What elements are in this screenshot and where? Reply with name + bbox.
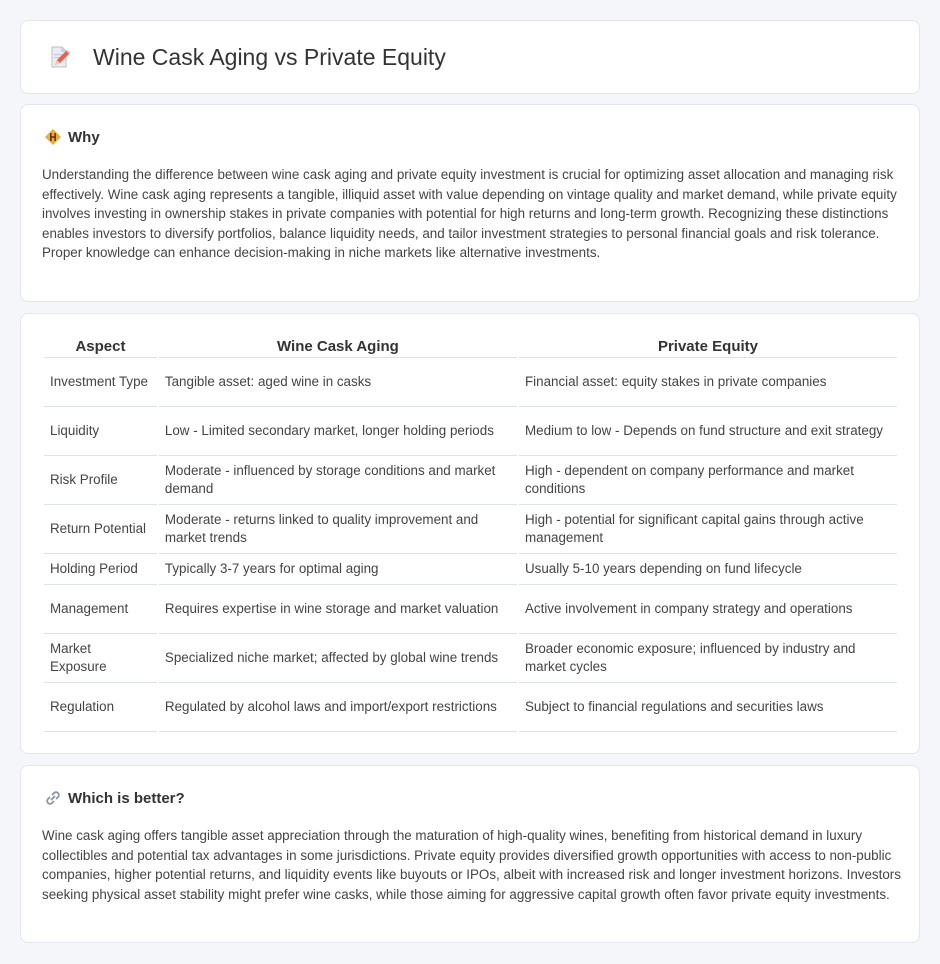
equity-cell: High - potential for significant capital gains through active management [519, 505, 897, 554]
wine-cell: Tangible asset: aged wine in casks [159, 358, 517, 407]
better-heading [44, 789, 185, 807]
wine-cell: Specialized niche market; affected by global wine trends [159, 634, 517, 683]
comparison-table [42, 332, 899, 732]
aspect-cell: Management [44, 585, 157, 634]
warning-diamond-icon [44, 128, 62, 146]
equity-cell: Broader economic exposure; influenced by industry and market cycles [519, 634, 897, 683]
wine-cell: Moderate - returns linked to quality improvement and market trends [159, 505, 517, 554]
equity-cell: Financial asset: equity stakes in private companies [519, 358, 897, 407]
aspect-cell: Holding Period [44, 554, 157, 585]
table-row [44, 407, 897, 456]
aspect-cell: Market Exposure [44, 634, 157, 683]
wine-cell: Requires expertise in wine storage and market valuation [159, 585, 517, 634]
wine-cell: Regulated by alcohol laws and import/export restrictions [159, 683, 517, 732]
better-title: Which is better? [68, 789, 185, 807]
table-row [44, 505, 897, 554]
header-wine-cask-aging: Wine Cask Aging [159, 332, 517, 358]
why-paragraph: Understanding the difference between wine cask aging and private equity investment is crucial for optimizing asset allocation and managing risk effectively. Wine cask aging represents a tangible, illiquid asset with value depending on vintage quality and market demand, while private equity involves investing in ownership stakes in private companies with potential for high returns and long-term growth. Recognizing these distinctions enables investors to diversify portfolios, balance liquidity needs, and tailor investment strategies to personal financial goals and risk tolerance. Proper knowledge can enhance decision-making in niche markets like alternative investments. [42, 167, 897, 260]
why-section [20, 104, 920, 302]
table-row [44, 585, 897, 634]
table-row [44, 634, 897, 683]
table-row [44, 683, 897, 732]
header-private-equity: Private Equity [519, 332, 897, 358]
comparison-section [20, 313, 920, 754]
why-title: Why [68, 128, 100, 146]
header-card [20, 20, 920, 94]
link-icon [44, 789, 62, 807]
which-is-better-section [20, 765, 920, 943]
wine-cell: Moderate - influenced by storage conditions and market demand [159, 456, 517, 505]
aspect-cell: Investment Type [44, 358, 157, 407]
aspect-cell: Liquidity [44, 407, 157, 456]
wine-cell: Typically 3-7 years for optimal aging [159, 554, 517, 585]
page-title: Wine Cask Aging vs Private Equity [93, 43, 446, 70]
aspect-cell: Risk Profile [44, 456, 157, 505]
equity-cell: Usually 5-10 years depending on fund lifecycle [519, 554, 897, 585]
better-paragraph: Wine cask aging offers tangible asset appreciation through the maturation of high-quality wines, benefiting from historical demand in luxury collectibles and potential tax advantages in some jurisdictions. Private equity provides diversified growth opportunities with access to non-public companies, higher potential returns, and liquidity events like buyouts or IPOs, albeit with increased risk and longer investment horizons. Investors seeking physical asset stability might prefer wine casks, while those aiming for aggressive capital growth often favor private equity investments. [42, 828, 901, 902]
table-row [44, 554, 897, 585]
table-header-row [44, 332, 897, 358]
equity-cell: Subject to financial regulations and securities laws [519, 683, 897, 732]
equity-cell: Active involvement in company strategy and operations [519, 585, 897, 634]
wine-cell: Low - Limited secondary market, longer holding periods [159, 407, 517, 456]
header-aspect: Aspect [44, 332, 157, 358]
equity-cell: Medium to low - Depends on fund structure and exit strategy [519, 407, 897, 456]
table-row [44, 358, 897, 407]
equity-cell: High - dependent on company performance and market conditions [519, 456, 897, 505]
why-heading [44, 128, 100, 146]
aspect-cell: Return Potential [44, 505, 157, 554]
table-row [44, 456, 897, 505]
aspect-cell: Regulation [44, 683, 157, 732]
document-pencil-icon [47, 45, 71, 69]
